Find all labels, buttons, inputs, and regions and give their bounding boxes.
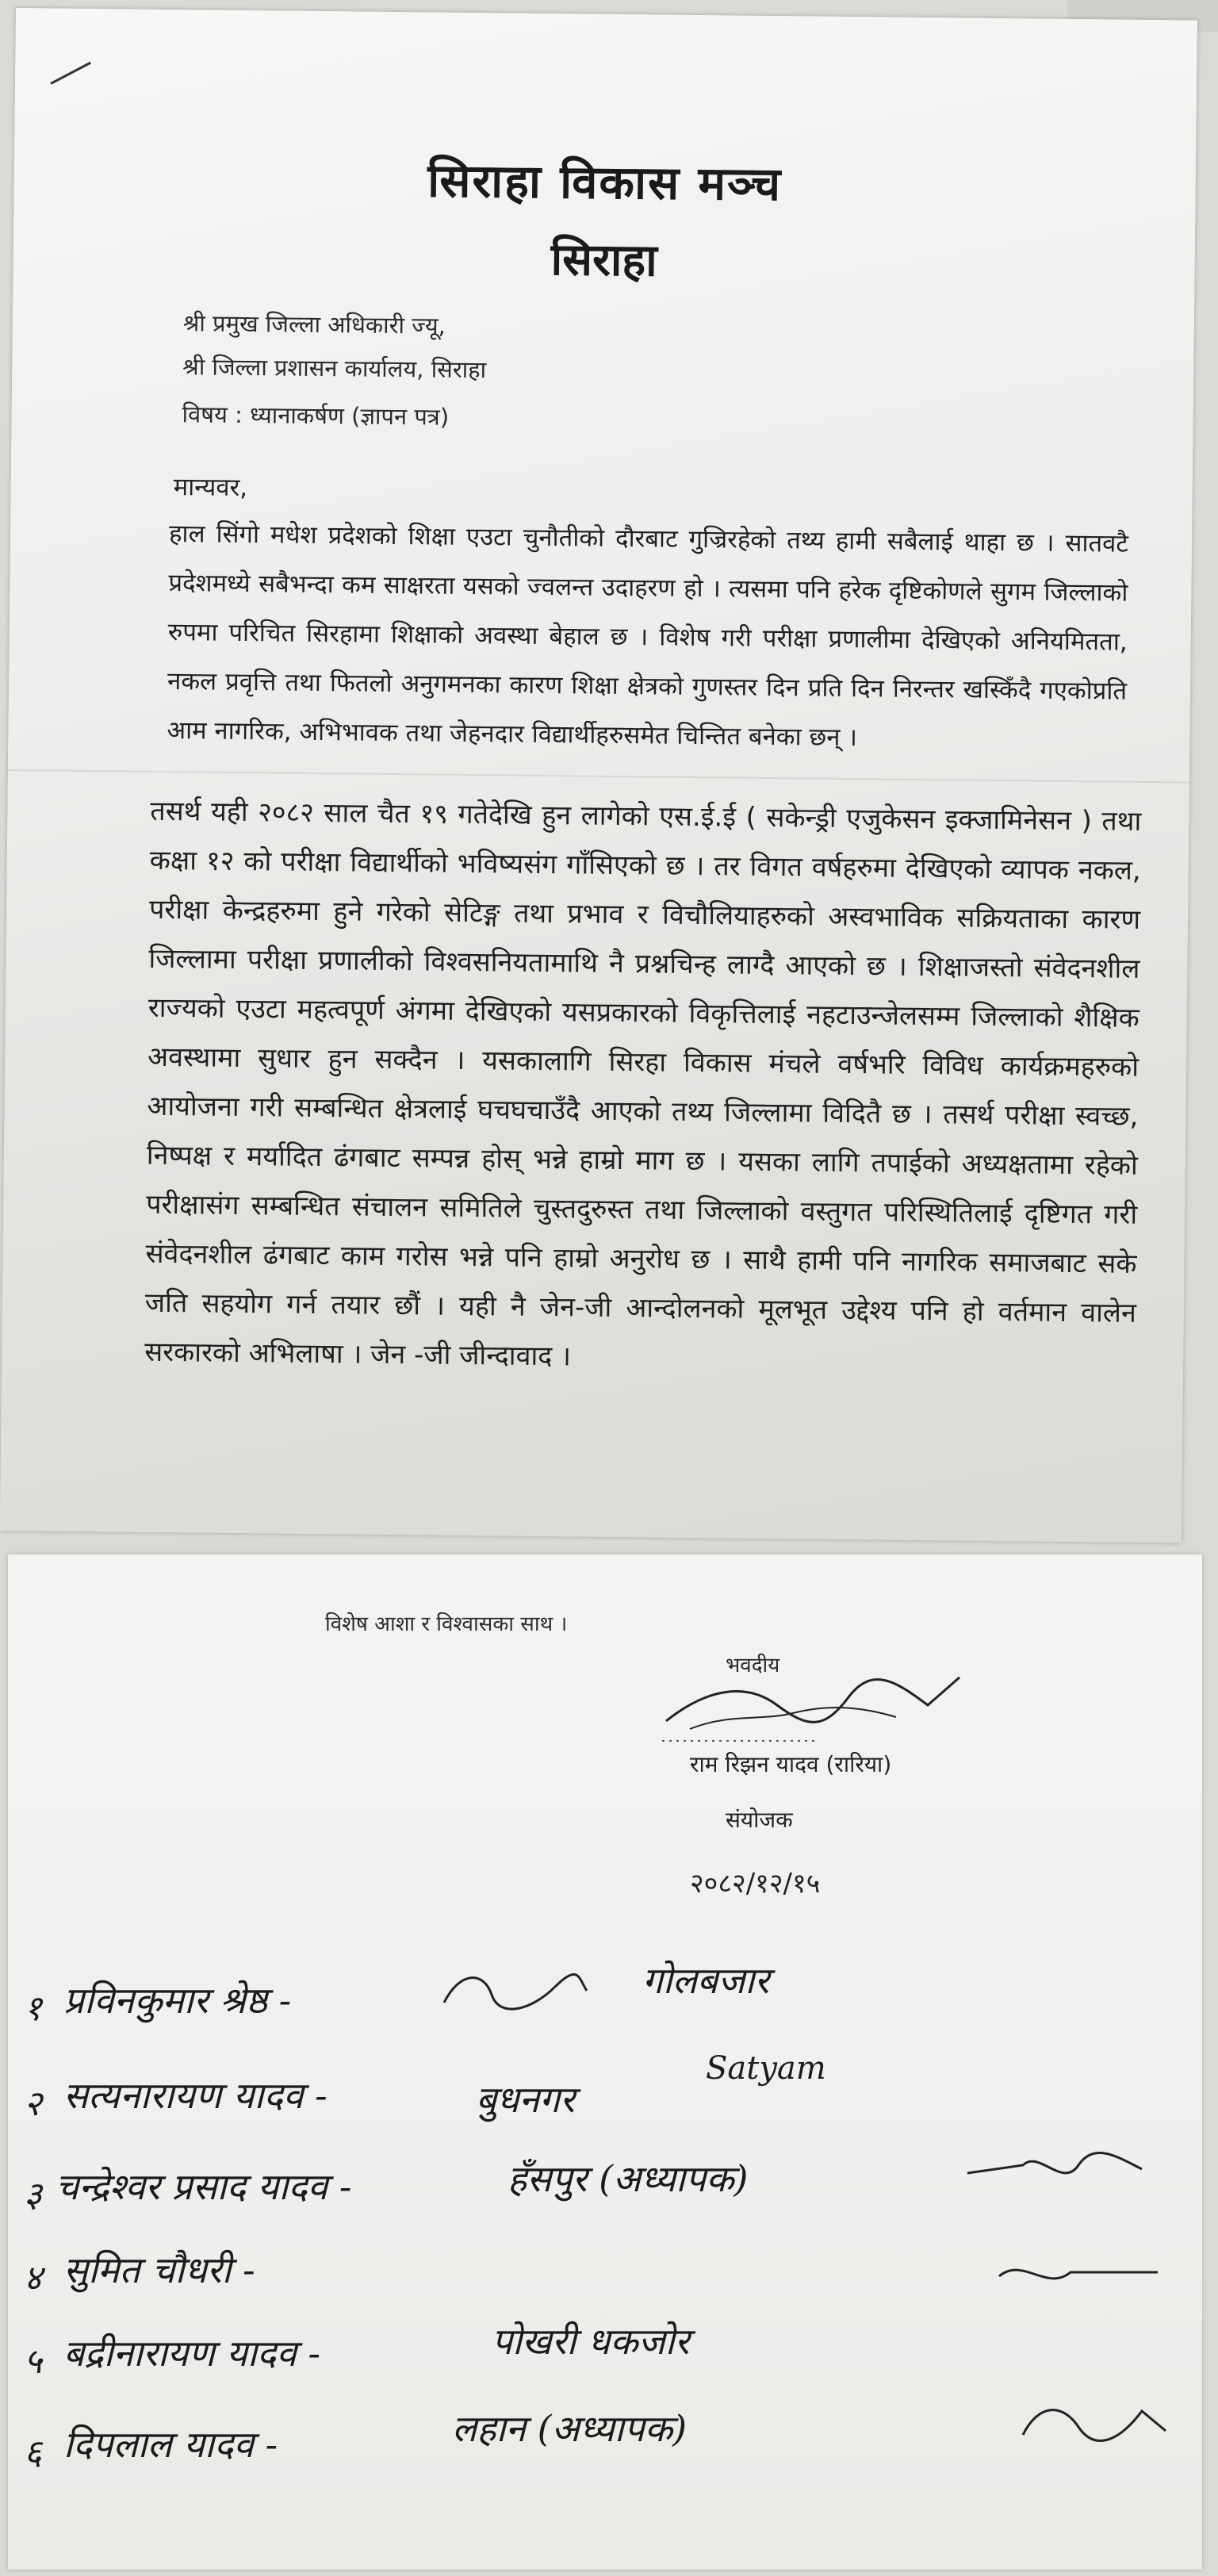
member-signature-icon [1015, 2395, 1174, 2459]
pen-mark-icon [47, 56, 94, 88]
organization-place: सिराहा [550, 234, 658, 287]
member-place: लहान (अध्यापक) [452, 2407, 688, 2450]
member-signature-text: Satyam [706, 2050, 826, 2087]
organization-name: सिराहा विकास मञ्च [427, 153, 783, 212]
member-index: ५ [24, 2341, 42, 2382]
member-place: बुधनगर [476, 2078, 575, 2121]
subject-line: विषय : ध्यानाकर्षण (ज्ञापन पत्र) [182, 401, 450, 431]
recipient-line-2: श्री जिल्ला प्रशासन कार्यालय, सिराहा [182, 353, 487, 384]
member-name: बद्रीनारायण यादव - [63, 2332, 321, 2375]
member-name: चन्द्रेश्वर प्रसाद यादव - [56, 2165, 352, 2208]
salutation: मान्यवर, [173, 473, 248, 503]
member-place: पोखरी धकजोर [492, 2320, 690, 2363]
member-place: गोलबजार [642, 1959, 770, 2002]
member-index: ६ [24, 2432, 42, 2473]
signer-name: राम रिझन यादव (रारिया) [690, 1751, 892, 1777]
paragraph-2: तसर्थ यही २०८२ साल चैत १९ गतेदेखि हुन लागेको एस.ई.ई ( सकेन्ड्री एजुकेसन इक्जामिनेसन ) तथा कक्षा १२ को परीक्षा विद्यार्थीको भविष्यसंग गाँसिएको छ । तर विगत वर्षहरुमा देखिएको व्यापक नकल, परीक्षा केन्द्रहरुमा हुने गरेको सेटिङ्ग तथा प्रभाव र विचौलियाहरुको अस्वभाविक सक्रियताका कारण जिल्लामा परीक्षा प्रणालीको विश्वसनियतामाथि नै प्रश्नचिन्ह लाग्दै आएको छ । शिक्षाजस्तो संवेदनशील राज्यको एउटा महत्वपूर्ण अंगमा देखिएको यसप्रकारको विकृत्तिलाई नहटाउन्जेलसम्म जिल्लाको शैक्षिक अवस्थामा सुधार हुन सक्दैन । यसकालागि सिरहा विकास मंचले वर्षभरि विविध कार्यक्रमहरुको आयोजना गरी सम्बन्धित क्षेत्रलाई घचघचाउँदै आएको तथ्य जिल्लामा विदितै छ । तसर्थ परीक्षा स्वच्छ, निष्पक्ष र मर्यादित ढंगबाट सम्पन्न होस् भन्ने हाम्रो माग छ । यसका लागि तपाईको अध्यक्षतामा रहेको परीक्षासंग सम्बन्धित संचालन समितिले चुस्तदुरुस्त तथा जिल्लाको वस्तुगत परिस्थितिलाई दृष्टिगत गरी संवेदनशील ढंगबाट काम गरोस भन्ने पनि हाम्रो अनुरोध छ । साथै हामी पनि नागरिक समाजबाट सके जति सहयोग गर्न तयार छौं । यही नै जेन-जी आन्दोलनको मूलभूत उद्देश्य पनि हो वर्तमान वालेन सरकारको अभिलाषा । जेन -जी जीन्दावाद । [144, 795, 1142, 1373]
member-name: सुमित चौधरी - [63, 2248, 255, 2291]
paragraph-1: हाल सिंगो मधेश प्रदेशको शिक्षा एउटा चुनौतीको दौरबाट गुज्रिरहेको तथ्य हामी सबैलाई थाहा छ । सातवटै प्रदेशमध्ये सबैभन्दा कम साक्षरता यसको ज्वलन्त उदाहरण हो । त्यसमा पनि हरेक दृष्टिकोणले सुगम जिल्लाको रुपमा परिचित सिरहामा शिक्षाको अवस्था बेहाल छ । विशेष गरी परीक्षा प्रणालीमा देखिएको अनियमितता, नकल प्रवृत्ति तथा फितलो अनुगमनका कारण शिक्षा क्षेत्रको गुणस्तर दिन प्रति दिन निरन्तर खस्किँदै गएकोप्रति आम नागरिक, अभिभावक तथा जेहनदार विद्यार्थीहरुसमेत चिन्तित बनेका छन् । [167, 519, 1129, 753]
letter-date: २०८२/१२/१५ [690, 1868, 821, 1899]
signer-role: संयोजक [726, 1807, 793, 1833]
member-place: हँसपुर (अध्यापक) [508, 2157, 749, 2200]
yours-faithfully: भवदीय [726, 1654, 780, 1677]
member-list [8, 1919, 1202, 2554]
letter-page-1 [0, 8, 1197, 1543]
member-index: ३ [24, 2175, 42, 2215]
member-signature-icon [991, 2252, 1166, 2300]
member-signature-icon [436, 1963, 595, 2018]
member-name: प्रविनकुमार श्रेष्ठ - [63, 1979, 292, 2022]
member-index: १ [24, 1988, 42, 2029]
recipient-line-1: श्री प्रमुख जिल्ला अधिकारी ज्यू, [182, 309, 446, 339]
letter-page-2 [8, 1554, 1202, 2570]
member-index: ४ [24, 2258, 42, 2298]
member-signature-icon [959, 2141, 1150, 2205]
closing-line: विशेष आशा र विश्वासका साथ । [325, 1612, 568, 1636]
member-name: दिपलाल यादव - [63, 2423, 278, 2466]
signature-icon [658, 1673, 975, 1753]
member-index: २ [24, 2083, 42, 2124]
member-name: सत्यनारायण यादव - [63, 2074, 327, 2117]
